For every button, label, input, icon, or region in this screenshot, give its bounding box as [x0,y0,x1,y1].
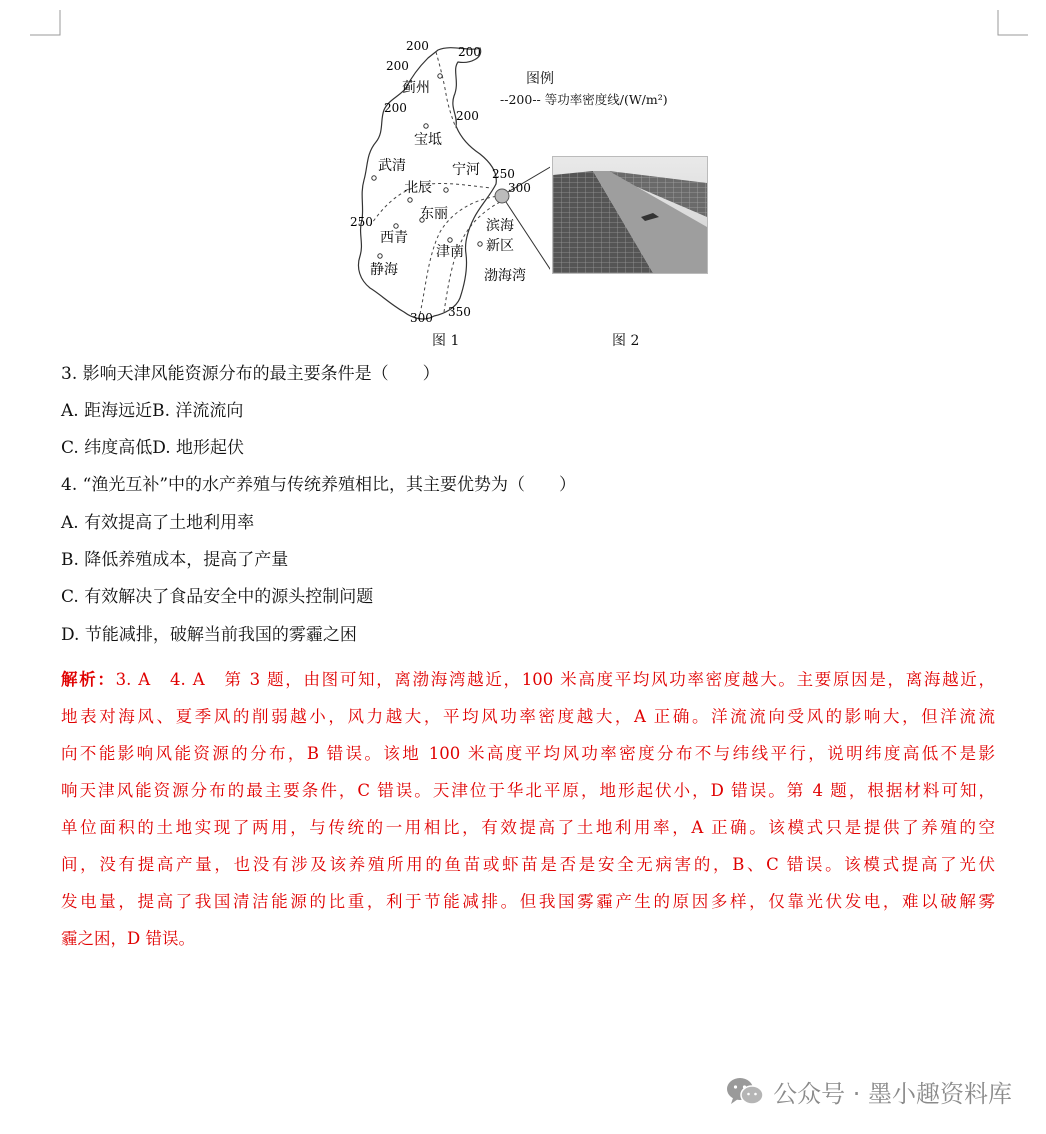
watermark-text: 公众号 · 墨小趣资料库 [773,1080,1012,1108]
analysis-line: 间，没有提高产量，也没有涉及该养殖所用的鱼苗或虾苗是否是安全无病害的，B、C 错误。该模式提高了光伏 [61,855,995,874]
figure-area [340,36,720,348]
tianjin-map [340,36,550,336]
legend-dashes: -- [532,92,545,107]
contour-200 [436,52,456,128]
contour-label: 300 [508,181,531,195]
question-4-option-a: A. 有效提高了土地利用率 [61,513,255,533]
place-label: 宁河 [452,162,480,178]
wechat-icon [725,1076,765,1108]
legend-dashes: -- [500,92,509,107]
place-label: 西青 [380,230,408,246]
place-label: 静海 [370,262,398,278]
place-label: 东丽 [420,206,448,222]
place-label: 宝坻 [414,132,442,148]
corner-mark-top-right [996,10,1030,38]
analysis-line: 发电量，提高了我国清洁能源的比重，利于节能减排。但我国雾霾产生的原因多样，仅靠光伏发电，难以破解雾 [61,892,995,911]
legend-value: 200 [508,92,533,107]
question-3: 3. 影响天津风能资源分布的最主要条件是（ ） [61,364,440,384]
question-4-option-b: B. 降低养殖成本，提高了产量 [61,550,289,570]
watermark [725,1074,1012,1109]
place-label: 新区 [486,238,514,254]
contour-label: 200 [406,39,429,53]
contour-label: 300 [410,311,433,325]
figure-2-label: 图 2 [612,333,640,349]
legend-entry [500,90,668,108]
analysis-line: 地表对海风、夏季风的削弱越小，风力越大，平均风功率密度越大，A 正确。洋流流向受风的影响大，但洋流流 [61,707,995,726]
contour-label: 200 [386,59,409,73]
legend-text: 等功率密度线/(W/m²) [544,92,668,107]
contour-label: 200 [458,45,481,59]
analysis-label: 解析： [61,670,116,689]
analysis-line: 响天津风能资源分布的最主要条件，C 错误。天津位于华北平原，地形起伏小，D 错误。第 4 题，根据材料可知， [61,781,995,800]
analysis-block [61,661,995,957]
contour-label: 350 [448,305,471,319]
contour-label: 200 [456,109,479,123]
place-label: 蓟州 [402,80,430,96]
legend-title: 图例 [526,71,554,87]
corner-mark-top-left [30,10,64,38]
contour-label: 250 [492,167,515,181]
place-label: 滨海 [486,218,514,234]
analysis-line: 霾之困，D 错误。 [61,929,195,948]
place-label: 北辰 [404,180,432,196]
analysis-line [61,661,995,698]
question-4-option-d: D. 节能减排，破解当前我国的雾霾之困 [61,625,357,645]
question-4: 4. “渔光互补”中的水产养殖与传统养殖相比，其主要优势为（ ） [61,475,577,495]
place-label: 津南 [436,244,464,260]
analysis-line: 单位面积的土地实现了两用，与传统的一用相比，有效提高了土地利用率，A 正确。该模式只是提供了养殖的空 [61,818,995,837]
place-label: 渤海湾 [484,268,526,284]
figure-1-label: 图 1 [432,333,460,349]
question-4-option-c: C. 有效解决了食品安全中的源头控制问题 [61,587,374,607]
question-3-options-cd: C. 纬度高低D. 地形起伏 [61,438,245,458]
question-3-options-ab: A. 距海远近B. 洋流流向 [61,401,244,421]
place-label: 武清 [378,158,406,174]
fishery-solar-photo [552,156,708,274]
analysis-line: 向不能影响风能资源的分布，B 错误。该地 100 米高度平均风功率密度分布不与纬线平行，说明纬度高低不是影 [61,744,995,763]
contour-label: 200 [384,101,407,115]
contour-label: 250 [350,215,373,229]
analysis-text: 3. A 4. A 第 3 题，由图可知，离渤海湾越近，100 米高度平均风功率密度越大。主要原因是，离海越近， [115,670,995,689]
